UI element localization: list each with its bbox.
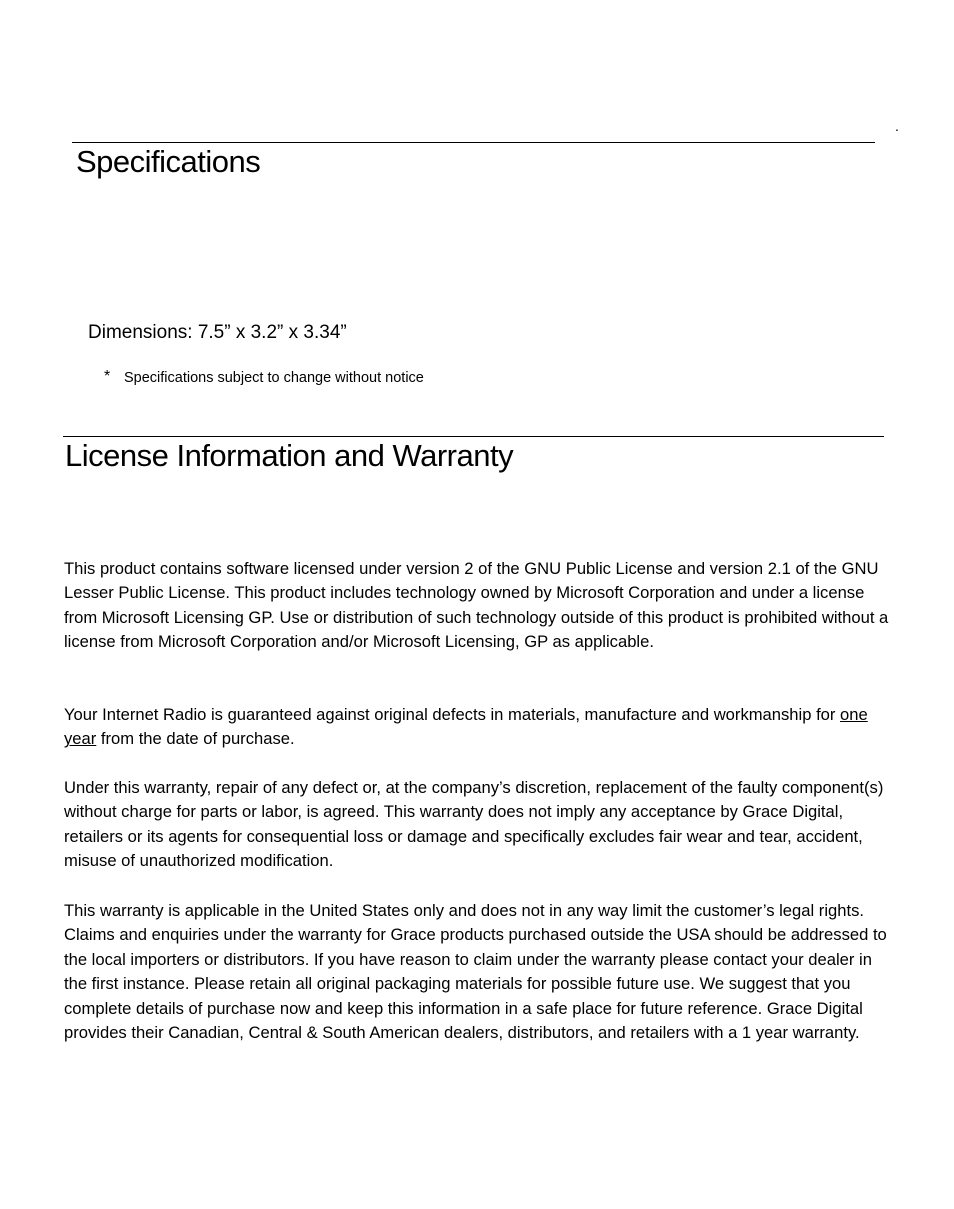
section-divider-license	[63, 436, 884, 437]
warranty-terms-paragraph: Under this warranty, repair of any defect or, at the company’s discretion, replacement of the faulty component(s) without charge for parts or labor, is agreed. This warranty does not imply any acceptance by Grace Digital, retailers or its agents for consequential loss or damage and specifically excludes fair wear and tear, accident, misuse of unauthorized modification.	[64, 778, 884, 871]
warranty-period-text-before: Your Internet Radio is guaranteed against original defects in materials, manufacture and workmanship for	[64, 705, 841, 724]
license-heading: License Information and Warranty	[65, 438, 514, 473]
note-text: Specifications subject to change without notice	[124, 370, 424, 386]
warranty-period-paragraph	[64, 703, 894, 752]
specifications-note	[104, 370, 424, 388]
warranty-period-underlined: one year	[64, 705, 868, 749]
license-paragraph: This product contains software licensed under version 2 of the GNU Public License and version 2.1 of the GNU Lesser Public License. This product includes technology owned by Microsoft Corporation and under a license from Microsoft Licensing GP. Use or distribution of such technology outside of this product is prohibited without a license from Microsoft Corporation and/or Microsoft Licensing, GP as applicable.	[64, 559, 889, 652]
note-asterisk: *	[104, 368, 111, 385]
specifications-heading: Specifications	[76, 144, 261, 179]
dimensions-text: Dimensions: 7.5” x 3.2” x 3.34”	[88, 322, 347, 343]
warranty-period-text-after: from the date of purchase.	[96, 729, 295, 749]
section-divider-specifications	[72, 142, 875, 143]
warranty-scope-paragraph: This warranty is applicable in the United States only and does not in any way limit the customer’s legal rights. Claims and enquiries under the warranty for Grace products purchased outside the USA should be addressed to the local importers or distributors. If you have reason to claim under the warranty please contact your dealer in the first instance. Please retain all original packaging materials for possible future use. We suggest that you complete details of purchase now and keep this information in a safe place for future reference. Grace Digital provides their Canadian, Central & South American dealers, distributors, and retailers with a 1 year warranty.	[64, 901, 887, 1043]
corner-mark: .	[895, 118, 899, 134]
